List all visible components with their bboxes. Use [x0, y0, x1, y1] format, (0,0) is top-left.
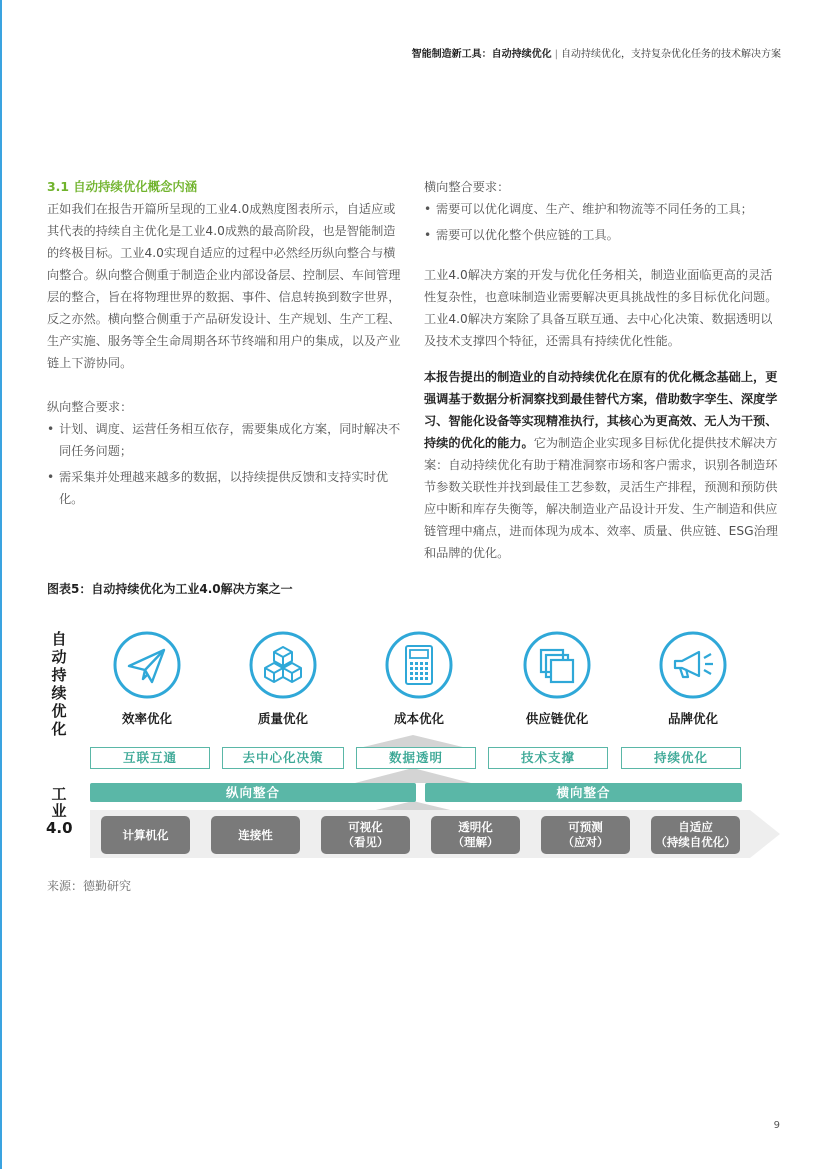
label-bottom-line2: 4.0 — [46, 819, 73, 837]
horizontal-heading: 横向整合要求： — [424, 180, 510, 194]
horizontal-list — [424, 198, 780, 246]
stage-line2: （看见） — [342, 835, 389, 849]
stage-transparency — [431, 816, 520, 854]
stage-computerization — [101, 816, 190, 854]
figure-source: 来源：德勤研究 — [47, 879, 132, 893]
goal-label-supply-chain: 供应链优化 — [525, 711, 589, 726]
figure-label-top — [46, 630, 72, 738]
stage-line1: 可预测 — [568, 820, 603, 834]
feature-continuous-optimization: 持续优化 — [621, 747, 741, 769]
feature-decentralized: 去中心化决策 — [222, 747, 344, 769]
stage-line2: （理解） — [452, 835, 499, 849]
stage-line1: 可视化 — [348, 820, 383, 834]
stage-line1: 透明化 — [458, 820, 493, 834]
header-separator: | — [554, 49, 558, 60]
goal-label-quality: 质量优化 — [257, 711, 308, 726]
header-subtitle: 自动持续优化，支持复杂优化任务的技术解决方案 — [561, 49, 781, 60]
vertical-integration-bar: 纵向整合 — [90, 783, 416, 802]
paper-plane-icon — [112, 630, 182, 700]
running-header — [412, 45, 781, 60]
goal-label-cost: 成本优化 — [393, 711, 444, 726]
stage-line1: 计算机化 — [122, 827, 169, 842]
intro-paragraph: 正如我们在报告开篇所呈现的工业4.0成熟度图表所示，自适应或其代表的持续自主优化是工业4.0成熟的最高阶段，也是智能制造的终极目标。工业4.0实现自适应的过程中必然经历纵向整合与横向整合。纵向整合侧重于制造企业内部设备层、控制层、车间管理层的整合，旨在将物理世界的数据、事件、信息转换到数字世界，反之亦然。横向整合侧重于产品研发设计、生产规划、生产工程、生产实施、服务等全生命周期各环节终端和用户的集成，以及产业链上下游协同。 — [47, 202, 401, 370]
section-title: 3.1 自动持续优化概念内涵 — [47, 179, 198, 194]
left-page-rule — [0, 0, 2, 1169]
page-number: 9 — [773, 1120, 780, 1131]
stage-line1: 自适应 — [678, 820, 713, 834]
list-item: • 需采集并处理越来越多的数据，以持续提供反馈和支持实时优化。 — [47, 466, 403, 510]
calculator-icon — [384, 630, 454, 700]
feature-connectivity: 互联互通 — [90, 747, 210, 769]
figure-title: 图表5：自动持续优化为工业4.0解决方案之一 — [47, 582, 293, 596]
conclusion-bold: 本报告提出的制造业的自动持续优化在原有的优化概念基础上，更强调基于数据分析洞察找到最佳替代方案，借助数字孪生、深度学习、智能化设备等实现精准执行，其核心为更高效、无人为干预、持续的优化的能力。 — [424, 370, 778, 450]
vertical-heading: 纵向整合要求： — [47, 400, 133, 414]
header-series: 智能制造新工具：自动持续优化 — [411, 49, 552, 60]
list-item: • 计划、调度、运营任务相互依存，需要集成化方案，同时解决不同任务问题； — [47, 418, 403, 462]
right-column — [424, 176, 780, 564]
goal-label-brand: 品牌优化 — [667, 711, 718, 726]
left-column — [47, 176, 403, 514]
solution-paragraph: 工业4.0解决方案的开发与优化任务相关，制造业面临更高的灵活性复杂性，也意味制造业需要解决更具挑战性的多目标优化问题。工业4.0解决方案除了具备互联互通、去中心化决策、数据透明以及技术支撑四个特征，还需具有持续优化性能。 — [424, 268, 778, 348]
horizontal-integration-bar: 横向整合 — [425, 783, 742, 802]
stacked-squares-icon — [522, 630, 592, 700]
label-top-text: 自动持续优化 — [51, 630, 67, 738]
stage-connectivity — [211, 816, 300, 854]
stage-line2: （持续自优化） — [655, 835, 736, 849]
conclusion-paragraph — [424, 366, 780, 564]
goal-label-efficiency: 效率优化 — [121, 711, 172, 726]
vertical-list — [47, 418, 403, 510]
up-chevron-decoration — [355, 768, 471, 783]
stage-predictive — [541, 816, 630, 854]
stage-line2: （应对） — [562, 835, 609, 849]
list-item: • 需要可以优化调度、生产、维护和物流等不同任务的工具； — [424, 198, 780, 220]
stage-adaptive — [651, 816, 740, 854]
stage-line1: 连接性 — [238, 827, 273, 842]
stage-visibility — [321, 816, 410, 854]
feature-data-transparency: 数据透明 — [356, 747, 476, 769]
cubes-icon — [248, 630, 318, 700]
conclusion-rest: 它为制造企业实现多目标优化提供技术解决方案：自动持续优化有助于精准洞察市场和客户需求，识别各制造环节参数关联性并找到最佳工艺参数，灵活生产排程，预测和预防供应中断和库存失衡等，解决制造业产品设计开发、生产制造和供应链管理中痛点，进而体现为成本、效率、质量、供应链、ESG治理和品牌的优化。 — [424, 436, 778, 560]
megaphone-icon — [658, 630, 728, 700]
list-item: • 需要可以优化整个供应链的工具。 — [424, 224, 780, 246]
label-bottom-line1: 工业 — [51, 785, 67, 820]
feature-tech-support: 技术支撑 — [488, 747, 608, 769]
figure-label-bottom — [46, 786, 72, 837]
